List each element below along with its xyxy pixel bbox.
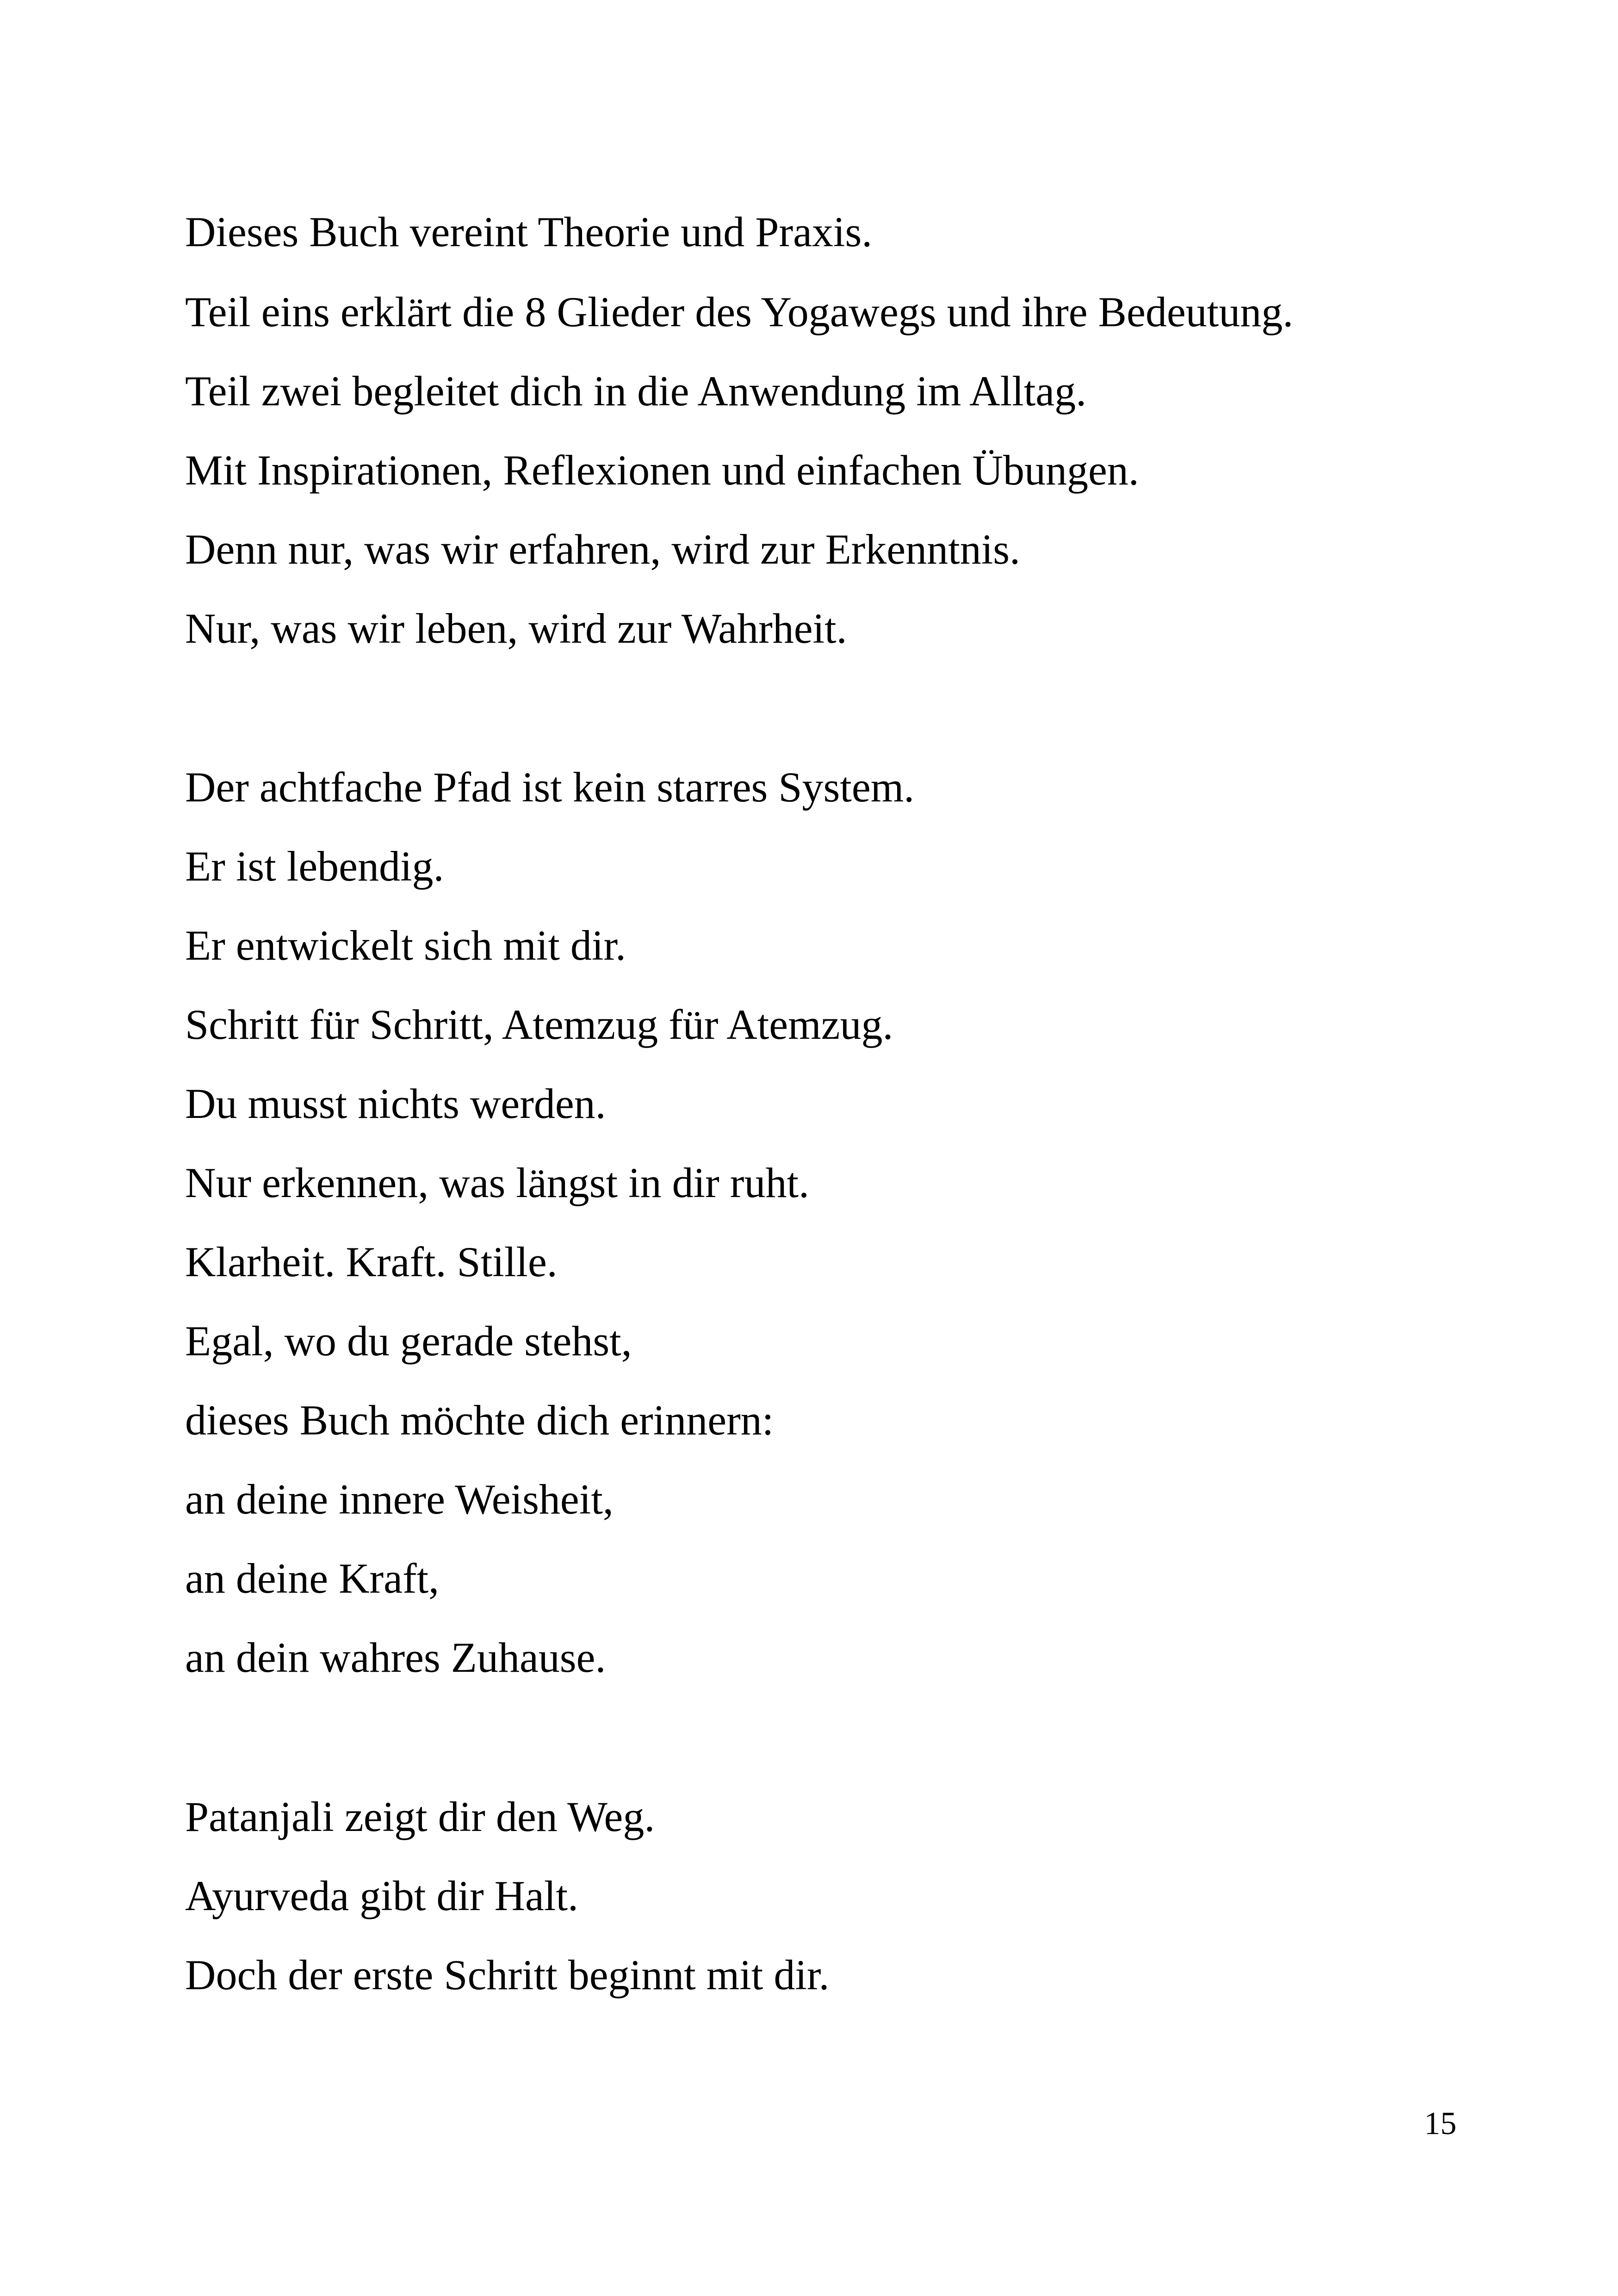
- text-line: Nur, was wir leben, wird zur Wahrheit.: [185, 605, 847, 652]
- text-line: Mit Inspirationen, Reflexionen und einfachen Übungen.: [185, 447, 1139, 494]
- text-line: Nur erkennen, was längst in dir ruht.: [185, 1159, 810, 1206]
- page-number: 15: [1424, 2106, 1457, 2141]
- text-line: Doch der erste Schritt beginnt mit dir.: [185, 1951, 830, 1998]
- text-line: Egal, wo du gerade stehst,: [185, 1317, 632, 1365]
- text-line: Der achtfache Pfad ist kein starres System.: [185, 763, 915, 811]
- text-line: Er entwickelt sich mit dir.: [185, 922, 626, 969]
- text-line: Klarheit. Kraft. Stille.: [185, 1238, 558, 1285]
- text-line: an deine Kraft,: [185, 1555, 440, 1602]
- text-line: Schritt für Schritt, Atemzug für Atemzug.: [185, 1001, 893, 1048]
- text-line: Teil zwei begleitet dich in die Anwendung im Alltag.: [185, 367, 1087, 415]
- text-line: Denn nur, was wir erfahren, wird zur Erkenntnis.: [185, 526, 1021, 573]
- text-line: Ayurveda gibt dir Halt.: [185, 1872, 579, 1919]
- text-line: Dieses Buch vereint Theorie und Praxis.: [185, 208, 873, 255]
- text-line: Du musst nichts werden.: [185, 1080, 606, 1127]
- text-line: dieses Buch möchte dich erinnern:: [185, 1396, 774, 1444]
- text-line: an dein wahres Zuhause.: [185, 1634, 606, 1681]
- text-line: Patanjali zeigt dir den Weg.: [185, 1793, 655, 1840]
- text-line: Teil eins erklärt die 8 Glieder des Yogawegs und ihre Bedeutung.: [185, 288, 1294, 335]
- text-line: an deine innere Weisheit,: [185, 1476, 614, 1523]
- text-line: Er ist lebendig.: [185, 843, 444, 890]
